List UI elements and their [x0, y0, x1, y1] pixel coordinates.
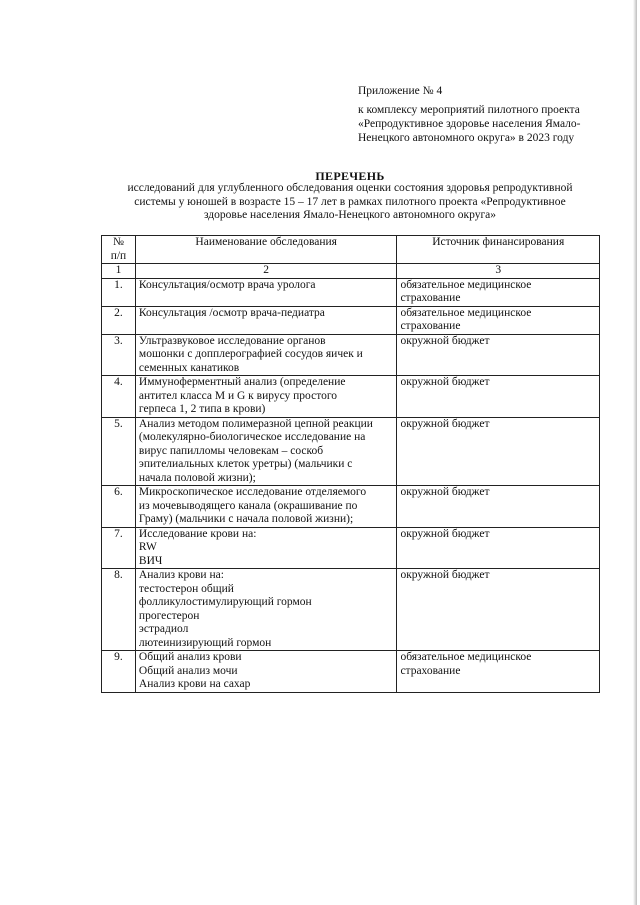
- row-funding-source: обязательное медицинское страхование: [397, 651, 600, 693]
- row-number: 3.: [102, 334, 136, 376]
- row-funding-source: окружной бюджет: [397, 569, 600, 651]
- row-number: 7.: [102, 527, 136, 569]
- scan-edge-shadow: [633, 0, 637, 905]
- row-examination: Микроскопическое исследование отделяемого из мочевыводящего канала (окрашивание по Граму) (мальчики с начала половой жизни);: [135, 486, 397, 528]
- table-row: [102, 306, 600, 334]
- row-examination: Общий анализ крови Общий анализ мочи Анализ крови на сахар: [135, 651, 397, 693]
- annex-subtitle: к комплексу мероприятий пилотного проекта «Репродуктивное здоровье населения Ямало- Ненецкого автономного округа» в 2023 году: [358, 104, 581, 144]
- column-number-2: 2: [135, 264, 397, 279]
- row-number: 2.: [102, 306, 136, 334]
- document-heading: ПЕРЕЧЕНЬ: [315, 169, 385, 183]
- table-header-row: [102, 236, 600, 264]
- row-funding-source: окружной бюджет: [397, 417, 600, 486]
- table-row: [102, 527, 600, 569]
- row-examination: Анализ методом полимеразной цепной реакции (молекулярно-биологическое исследование на вирус папилломы человекам – соскоб эпителиальных клеток уретры) (мальчики с начала половой жизни);: [135, 417, 397, 486]
- column-number-3: 3: [397, 264, 600, 279]
- header-num: № п/п: [102, 236, 136, 264]
- table-row: [102, 376, 600, 418]
- table-row: [102, 417, 600, 486]
- table-row: [102, 486, 600, 528]
- row-funding-source: окружной бюджет: [397, 486, 600, 528]
- row-examination: Консультация/осмотр врача уролога: [135, 278, 397, 306]
- row-examination: Иммуноферментный анализ (определение антител класса M и G к вирусу простого герпеса 1, 2 типа в крови): [135, 376, 397, 418]
- row-examination: Исследование крови на: RW ВИЧ: [135, 527, 397, 569]
- document-subheading: исследований для углубленного обследования оценки состояния здоровья репродуктивной системы у юношей в возрасте 15 – 17 лет в рамках пилотного проекта «Репродуктивное здоровье населения Ямало-Ненецкого автономного округа»: [127, 182, 573, 221]
- header-source: Источник финансирования: [397, 236, 600, 264]
- header-name: Наименование обследования: [135, 236, 397, 264]
- table-row: [102, 651, 600, 693]
- row-funding-source: окружной бюджет: [397, 376, 600, 418]
- row-number: 5.: [102, 417, 136, 486]
- row-number: 4.: [102, 376, 136, 418]
- table-row: [102, 569, 600, 651]
- row-examination: Консультация /осмотр врача-педиатра: [135, 306, 397, 334]
- column-number-row: [102, 264, 600, 279]
- row-funding-source: окружной бюджет: [397, 334, 600, 376]
- table-row: [102, 278, 600, 306]
- examinations-table: [101, 235, 600, 693]
- row-funding-source: окружной бюджет: [397, 527, 600, 569]
- row-number: 9.: [102, 651, 136, 693]
- column-number-1: 1: [102, 264, 136, 279]
- row-funding-source: обязательное медицинское страхование: [397, 278, 600, 306]
- row-number: 1.: [102, 278, 136, 306]
- table-row: [102, 334, 600, 376]
- row-funding-source: обязательное медицинское страхование: [397, 306, 600, 334]
- row-number: 8.: [102, 569, 136, 651]
- row-examination: Анализ крови на: тестостерон общий фолликулостимулирующий гормон прогестерон эстрадиол лютеинизирующий гормон: [135, 569, 397, 651]
- row-number: 6.: [102, 486, 136, 528]
- row-examination: Ультразвуковое исследование органов мошонки с допплерографией сосудов яичек и семенных канатиков: [135, 334, 397, 376]
- annex-title: Приложение № 4: [358, 85, 443, 97]
